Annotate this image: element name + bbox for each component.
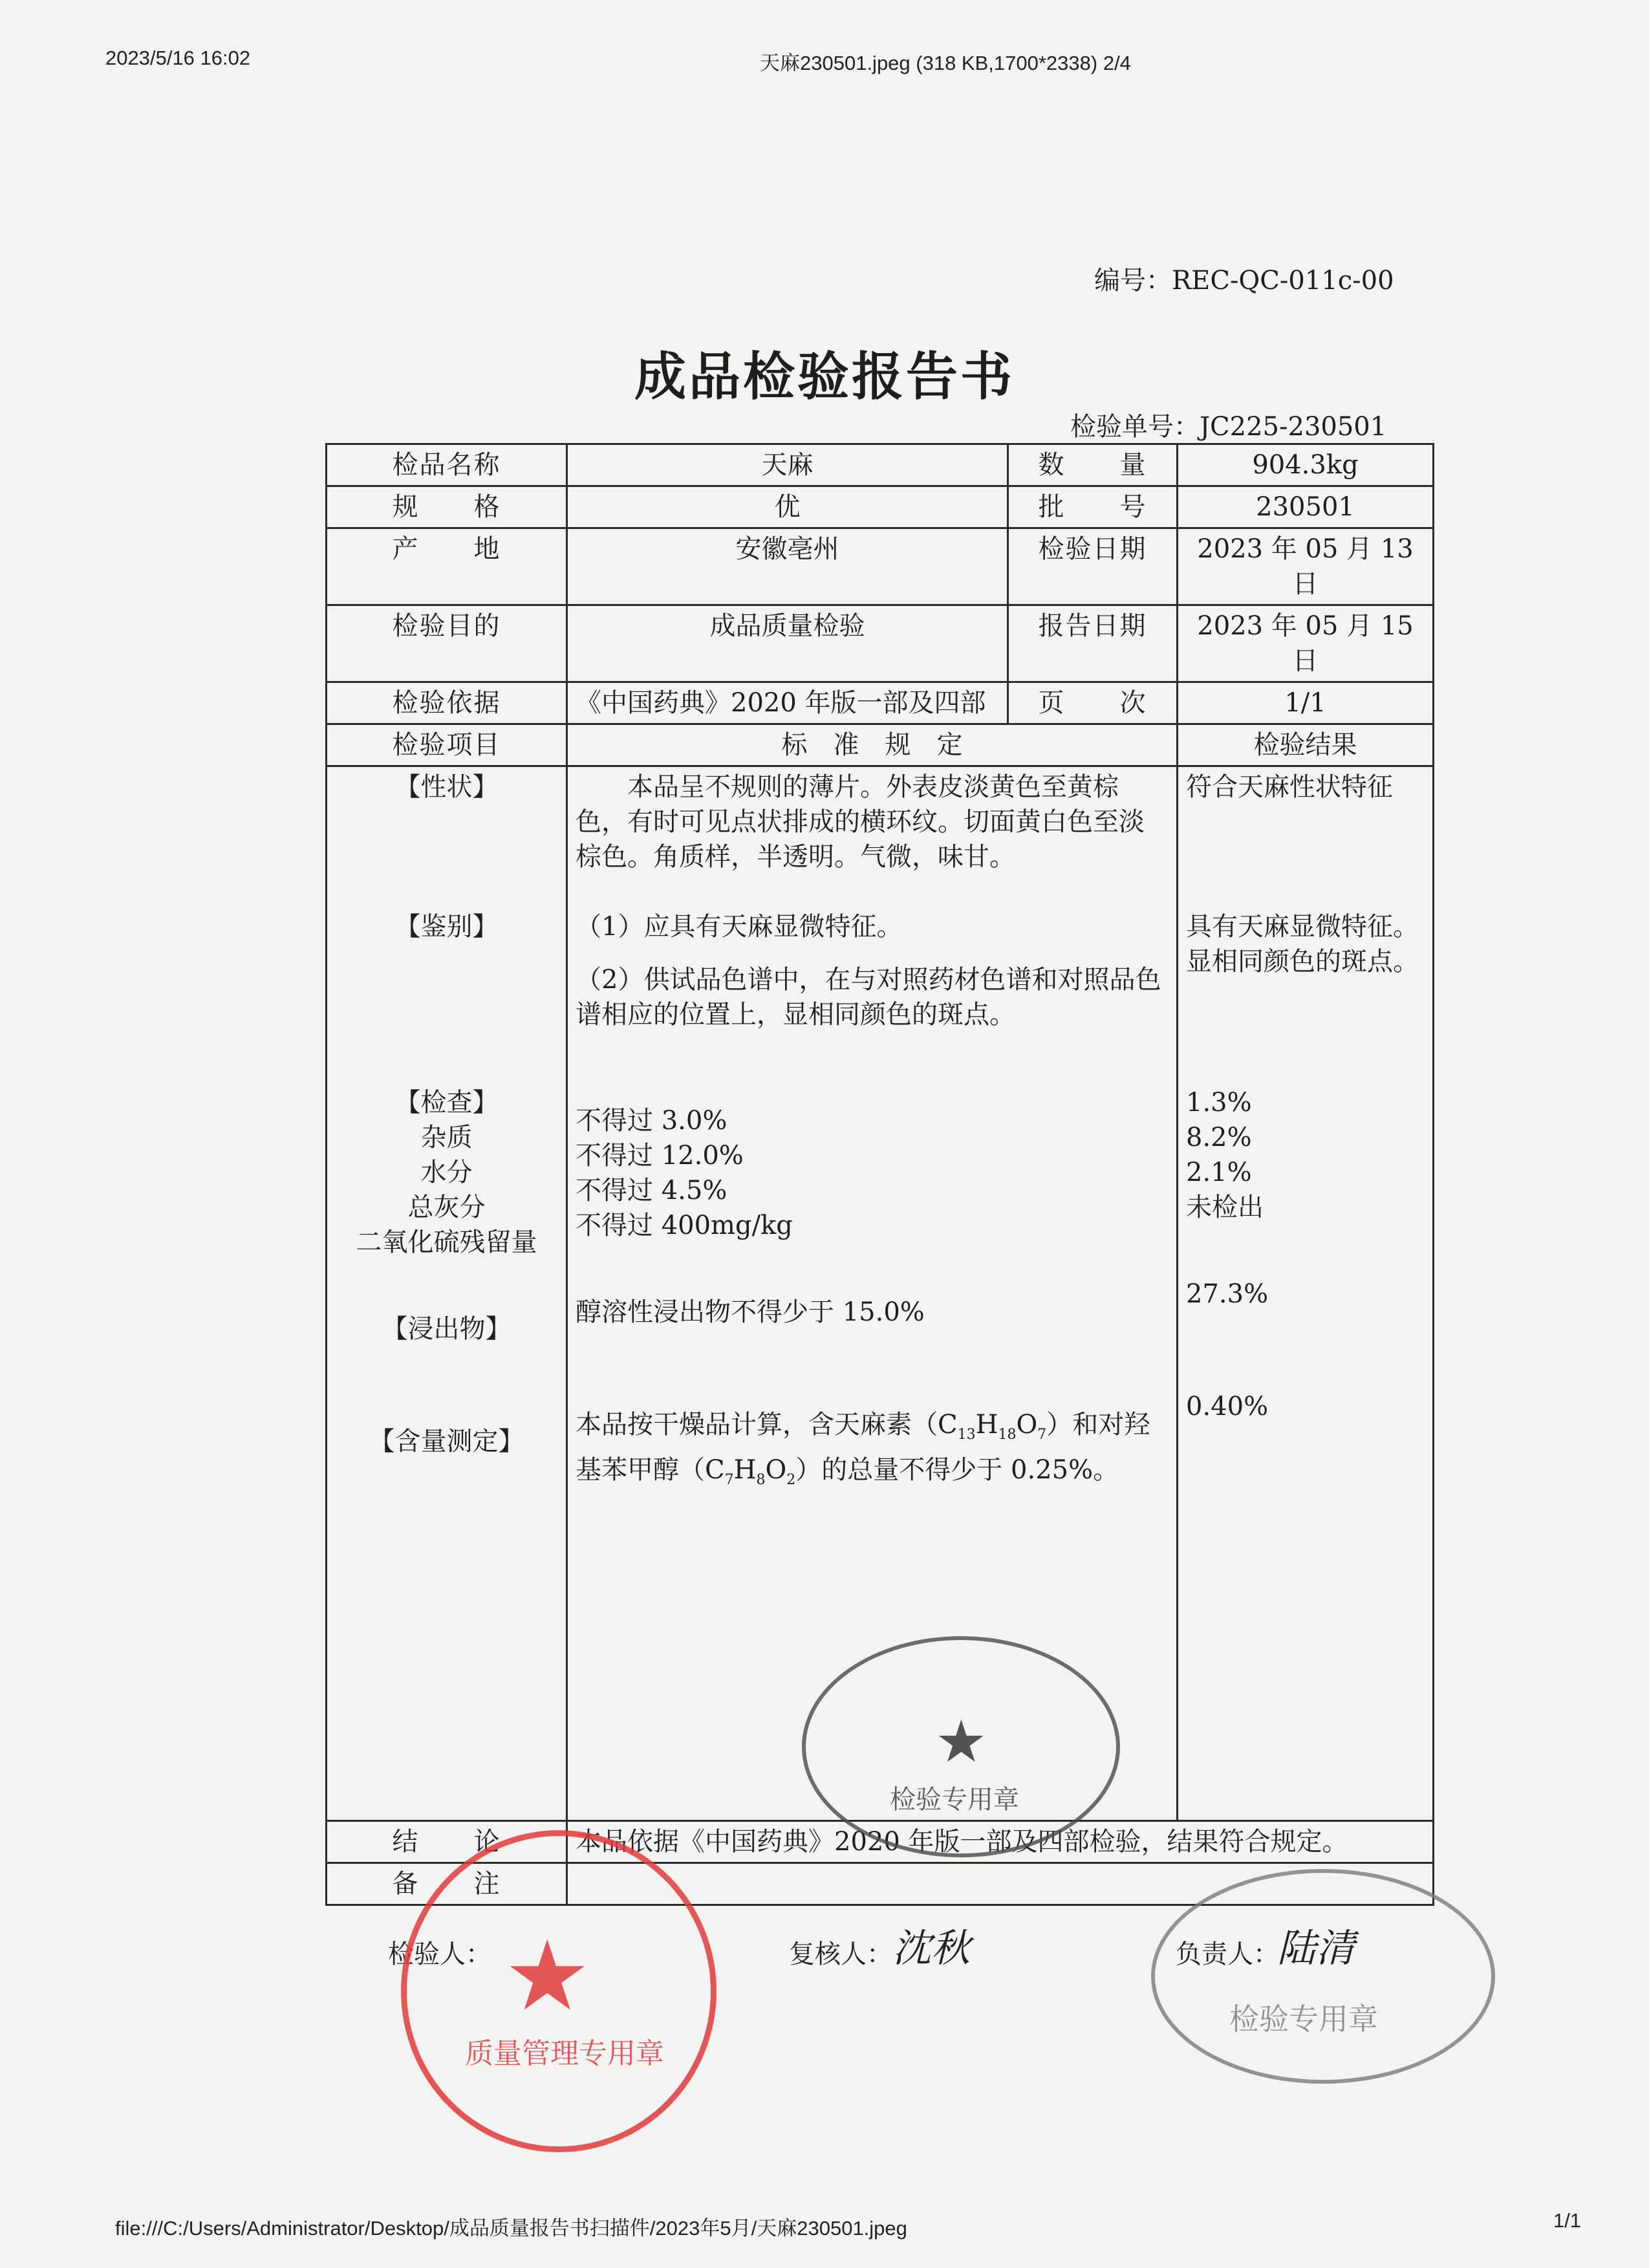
manager-label: 负责人： xyxy=(1176,1939,1279,1969)
column-headers xyxy=(327,724,1434,766)
document-title: 成品检验报告书 xyxy=(634,347,1015,407)
col-result-header: 检验结果 xyxy=(1178,724,1434,766)
extract-result: 27.3% xyxy=(1186,1279,1269,1309)
check-item-result: 2.1% xyxy=(1186,1158,1252,1187)
check-item-name: 总灰分 xyxy=(407,1193,486,1222)
quality-management-seal xyxy=(401,1830,717,2152)
appearance-result: 符合天麻性状特征 xyxy=(1186,772,1393,802)
document-number: 编号：REC-QC-011c-00 xyxy=(1094,266,1394,296)
identification-label: 【鉴别】 xyxy=(394,912,499,942)
reviewer-signature: 沈秋 xyxy=(892,1926,970,1971)
basis-label: 检验依据 xyxy=(327,682,567,724)
batch-label: 批 号 xyxy=(1008,486,1178,528)
check-item-name: 水分 xyxy=(420,1158,473,1187)
spec: 优 xyxy=(567,486,1008,528)
check-item-name: 杂质 xyxy=(420,1123,473,1152)
report-date-label: 报告日期 xyxy=(1008,605,1178,682)
print-page-indicator: 1/1 xyxy=(1553,2209,1581,2232)
seal-red-text: 质量管理专用章 xyxy=(465,2037,664,2070)
seal-right-text: 检验专用章 xyxy=(1229,2002,1378,2036)
results-column xyxy=(1178,766,1434,1821)
remarks-label: 备 注 xyxy=(327,1863,567,1905)
product-name-label: 检品名称 xyxy=(327,444,567,486)
inspect-date-label: 检验日期 xyxy=(1008,528,1178,605)
quantity: 904.3kg xyxy=(1178,444,1434,486)
report-number: 检验单号：JC225-230501 xyxy=(1070,412,1387,442)
page-number: 1/1 xyxy=(1178,682,1434,724)
spec-label: 规 格 xyxy=(327,486,567,528)
check-label: 【检查】 xyxy=(394,1088,499,1118)
star-icon: ★ xyxy=(935,1708,987,1776)
col-item-header: 检验项目 xyxy=(327,724,567,766)
check-item-standard: 不得过 4.5% xyxy=(576,1176,727,1205)
print-date: 2023/5/16 16:02 xyxy=(105,47,251,69)
conclusion-text: 本品依据《中国药典》2020 年版一部及四部检验，结果符合规定。 xyxy=(567,1821,1434,1863)
extract-label: 【浸出物】 xyxy=(382,1314,512,1344)
print-file-path: file:///C:/Users/Administrator/Desktop/成品质量报告书扫描件/2023年5月/天麻230501.jpeg xyxy=(115,2217,907,2240)
check-item-standard: 不得过 3.0% xyxy=(576,1106,727,1136)
check-item-result: 8.2% xyxy=(1186,1123,1252,1152)
inspection-seal-middle xyxy=(802,1636,1120,1857)
seal-middle-text: 检验专用章 xyxy=(890,1785,1019,1815)
manager-signature: 陆清 xyxy=(1277,1926,1355,1971)
row-spec xyxy=(327,486,1434,528)
identification-result-1: 具有天麻显微特征。 xyxy=(1186,912,1419,942)
row-basis xyxy=(327,682,1434,724)
identification-result-2: 显相同颜色的斑点。 xyxy=(1186,947,1419,977)
quantity-label: 数 量 xyxy=(1008,444,1178,486)
conclusion-label: 结 论 xyxy=(327,1821,567,1863)
star-icon: ★ xyxy=(504,1920,591,2033)
row-product xyxy=(327,444,1434,486)
basis: 《中国药典》2020 年版一部及四部 xyxy=(567,682,1008,724)
report-date: 2023 年 05 月 15 日 xyxy=(1178,605,1434,682)
batch: 230501 xyxy=(1178,486,1434,528)
assay-label: 【含量测定】 xyxy=(369,1427,524,1456)
page-label: 页 次 xyxy=(1008,682,1178,724)
col-standard-header: 标 准 规 定 xyxy=(567,724,1178,766)
assay-standard: 本品按干燥品计算，含天麻素$(C_{13}H_{18}O_7)$和对羟基苯甲醇$(C_7H_8O_2)$的总量不得少于 0.25%。 xyxy=(576,1410,1150,1488)
appearance-standard: 本品呈不规则的薄片。外表皮淡黄色至黄棕色，有时可见点状排成的横环纹。切面黄白色至淡棕色。角质样，半透明。气微，味甘。 xyxy=(576,772,1145,872)
row-purpose xyxy=(327,605,1434,682)
assay-result: 0.40% xyxy=(1186,1392,1269,1421)
reviewer-label: 复核人： xyxy=(789,1939,892,1969)
row-origin xyxy=(327,528,1434,605)
items-column xyxy=(327,766,567,1821)
identification-standard-2: （2）供试品色谱中，在与对照药材色谱和对照品色谱相应的位置上，显相同颜色的斑点。 xyxy=(576,965,1161,1030)
inspection-seal-right xyxy=(1151,1869,1495,2084)
origin: 安徽亳州 xyxy=(567,528,1008,605)
inspect-date: 2023 年 05 月 13 日 xyxy=(1178,528,1434,605)
purpose: 成品质量检验 xyxy=(567,605,1008,682)
inspector-label: 检验人： xyxy=(388,1939,491,1969)
appearance-label: 【性状】 xyxy=(394,772,499,802)
check-item-name: 二氧化硫残留量 xyxy=(356,1227,537,1257)
product-name: 天麻 xyxy=(567,444,1008,486)
check-item-result: 1.3% xyxy=(1186,1088,1252,1118)
print-title: 天麻230501.jpeg (318 KB,1700*2338) 2/4 xyxy=(760,52,1131,74)
check-item-standard: 不得过 400mg/kg xyxy=(576,1211,793,1240)
check-item-result: 未检出 xyxy=(1186,1193,1264,1222)
origin-label: 产 地 xyxy=(327,528,567,605)
extract-standard: 醇溶性浸出物不得少于 15.0% xyxy=(576,1297,925,1327)
identification-standard-1: （1）应具有天麻显微特征。 xyxy=(576,912,903,942)
purpose-label: 检验目的 xyxy=(327,605,567,682)
check-item-standard: 不得过 12.0% xyxy=(576,1141,744,1171)
